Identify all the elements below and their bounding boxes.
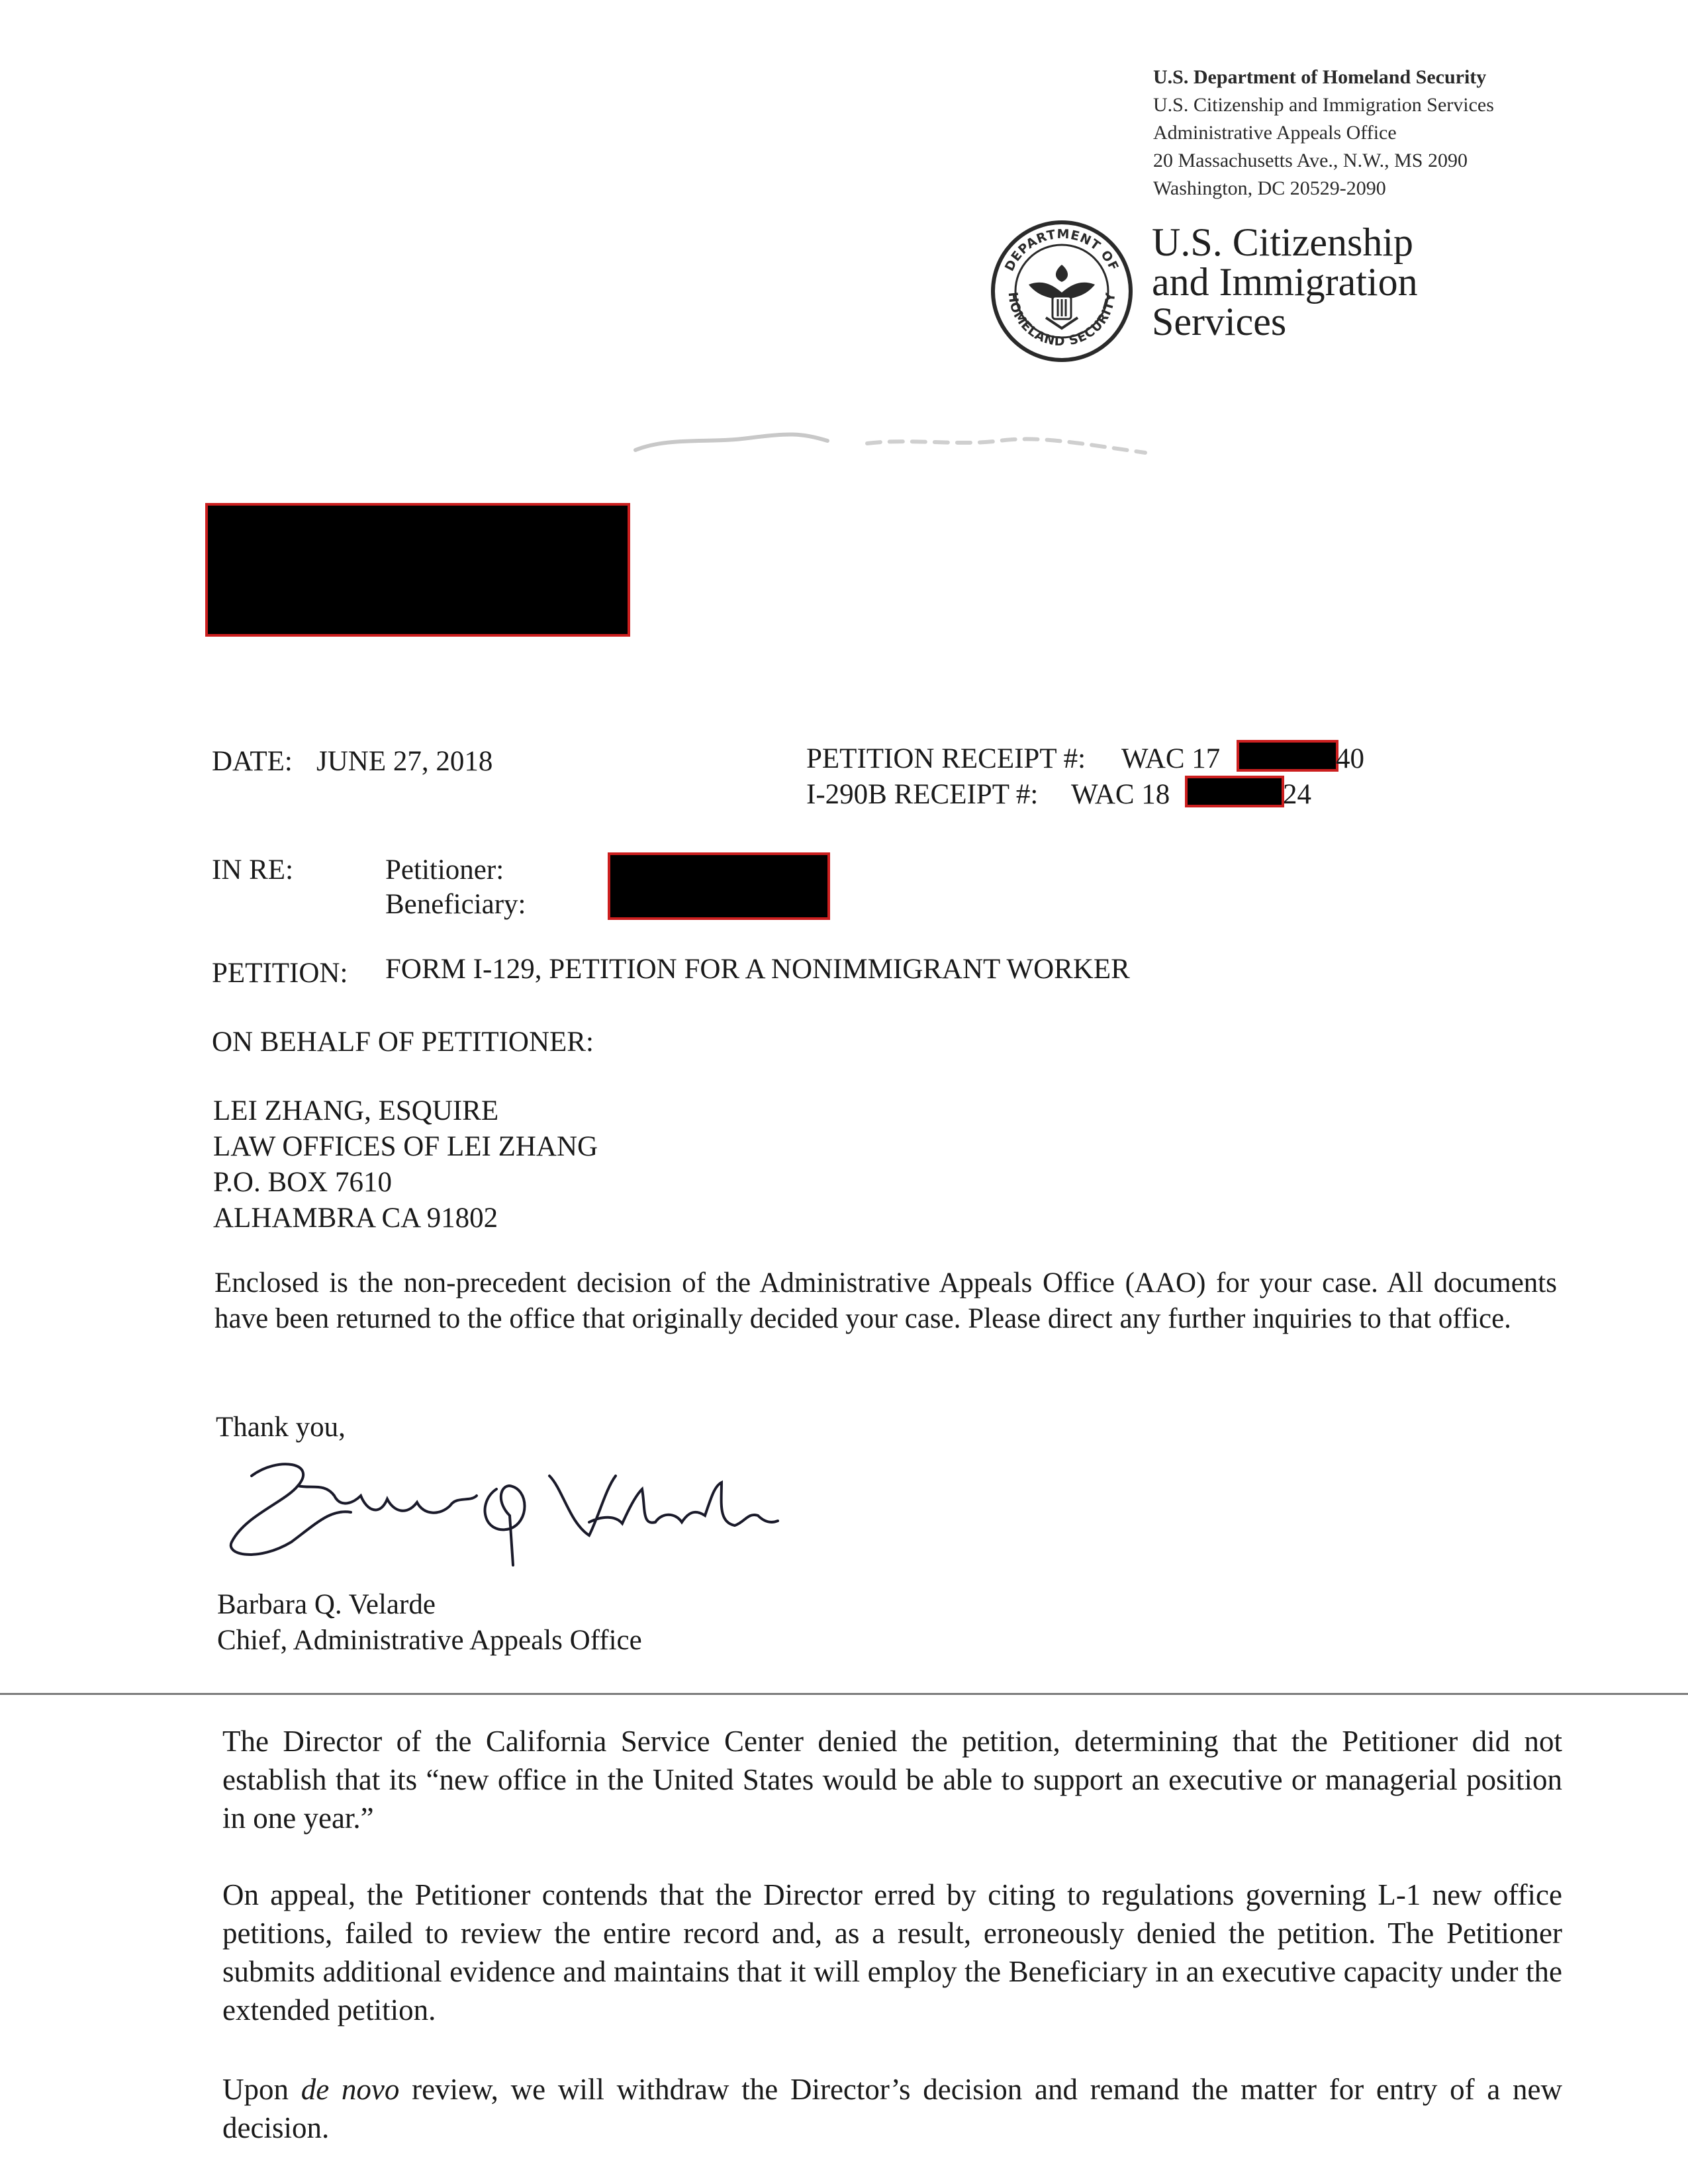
- decision-paragraph-2: On appeal, the Petitioner contends that the Director erred by citing to regulations governing L-1 new office petitions, failed to review the entire record and, as a result, erroneously denied the petition. The Petitioner submits additional evidence and maintains that it will employ the Beneficiary in an executive capacity under the extended petition.: [222, 1878, 1562, 2026]
- uscis-wordmark: [1152, 222, 1418, 341]
- para3-suffix: review, we will withdraw the Director’s decision and remand the matter for entry of a new decision.: [222, 2073, 1563, 2144]
- closing-salutation: Thank you,: [216, 1412, 346, 1443]
- beneficiary-label: Beneficiary:: [385, 889, 526, 920]
- letterhead-street-line: 20 Massachusetts Ave., N.W., MS 2090: [1153, 150, 1468, 171]
- de-novo-term: de novo: [301, 2073, 400, 2106]
- handwritten-signature: [218, 1449, 781, 1569]
- wordmark-line: U.S. Citizenship: [1152, 220, 1414, 264]
- para3-prefix: Upon: [222, 2073, 301, 2106]
- letterhead-city-line: Washington, DC 20529-2090: [1153, 177, 1386, 199]
- petitioner-label: Petitioner:: [385, 854, 504, 886]
- letterhead-office-line: Administrative Appeals Office: [1153, 122, 1397, 144]
- letterhead-address: [1153, 64, 1494, 203]
- law-office-name: LAW OFFICES OF LEI ZHANG: [213, 1131, 598, 1162]
- wordmark-line: and Immigration: [1152, 260, 1418, 304]
- petition-label: PETITION:: [212, 958, 348, 989]
- svg-text:DEPARTMENT OF: DEPARTMENT OF: [1002, 226, 1122, 274]
- section-divider: [0, 1693, 1688, 1695]
- redacted-addressee-block: [205, 503, 630, 637]
- date-label: DATE:: [212, 746, 293, 777]
- wordmark-line: Services: [1152, 300, 1287, 343]
- svg-text:HOMELAND SECURITY: HOMELAND SECURITY: [1005, 291, 1119, 349]
- i290b-receipt-suffix: 24: [1283, 779, 1311, 810]
- redacted-i290b-receipt: [1185, 776, 1284, 807]
- po-box: P.O. BOX 7610: [213, 1167, 392, 1198]
- petition-form-value: FORM I-129, PETITION FOR A NONIMMIGRANT WORKER: [385, 954, 1130, 985]
- i290b-receipt-label: I-290B RECEIPT #:: [806, 779, 1039, 810]
- dhs-seal-logo: [989, 218, 1135, 364]
- attorney-name: LEI ZHANG, ESQUIRE: [213, 1095, 499, 1126]
- on-behalf-label: ON BEHALF OF PETITIONER:: [212, 1026, 594, 1058]
- decision-paragraph-1: The Director of the California Service Center denied the petition, determining that the Petitioner did not establish that its “new office in the United States would be able to support an executive or managerial position in one year.”: [222, 1725, 1562, 1835]
- petition-receipt-prefix: WAC 17: [1121, 743, 1221, 774]
- city-state-zip: ALHAMBRA CA 91802: [213, 1203, 498, 1234]
- in-re-label: IN RE:: [212, 854, 294, 886]
- date-value: JUNE 27, 2018: [316, 746, 493, 777]
- i290b-receipt-prefix: WAC 18: [1071, 779, 1170, 810]
- signatory-name: Barbara Q. Velarde: [217, 1589, 436, 1620]
- faint-stamp-smudge: [629, 424, 1172, 463]
- petition-receipt-label: PETITION RECEIPT #:: [806, 743, 1086, 774]
- attorney-address-block: [213, 1093, 598, 1236]
- letterhead-agency-line: U.S. Citizenship and Immigration Services: [1153, 94, 1494, 116]
- letterhead-department: U.S. Department of Homeland Security: [1153, 66, 1487, 88]
- redacted-party-names: [608, 852, 830, 920]
- petition-receipt-suffix: 40: [1336, 743, 1364, 774]
- cover-letter-body: Enclosed is the non-precedent decision of the Administrative Appeals Office (AAO) for your case. All documents have been returned to the office that originally decided your case. Please direct any further inquiries to that office.: [214, 1267, 1557, 1334]
- signatory-block: [217, 1587, 642, 1659]
- decision-paragraph-3: [222, 2070, 1562, 2147]
- signatory-title: Chief, Administrative Appeals Office: [217, 1625, 642, 1656]
- redacted-petition-receipt: [1237, 740, 1338, 772]
